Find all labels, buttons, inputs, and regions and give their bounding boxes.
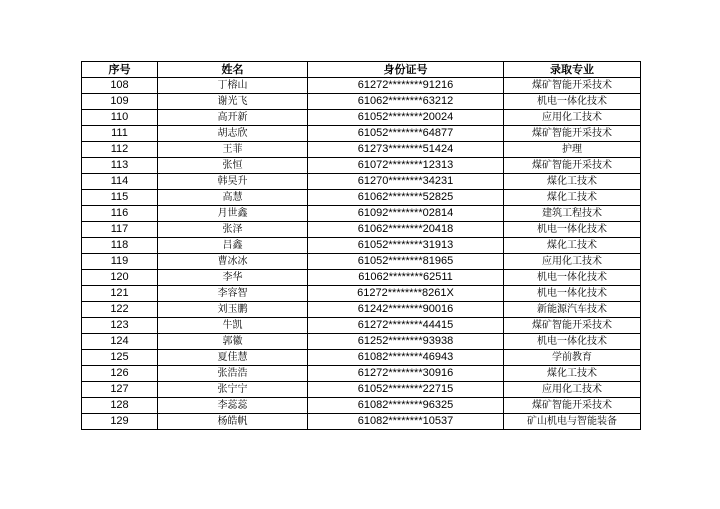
cell-id-number: 61272********30916 bbox=[308, 366, 504, 382]
cell-id-number: 61092********02814 bbox=[308, 206, 504, 222]
cell-id-number: 61082********96325 bbox=[308, 398, 504, 414]
cell-major: 矿山机电与智能装备 bbox=[504, 414, 641, 430]
header-row bbox=[82, 62, 641, 78]
table-row bbox=[82, 318, 641, 334]
cell-major: 煤矿智能开采技术 bbox=[504, 78, 641, 94]
table-row bbox=[82, 286, 641, 302]
cell-id-number: 61062********20418 bbox=[308, 222, 504, 238]
cell-seq: 111 bbox=[82, 126, 158, 142]
cell-id-number: 61062********63212 bbox=[308, 94, 504, 110]
admission-table bbox=[81, 61, 641, 430]
cell-major: 机电一体化技术 bbox=[504, 270, 641, 286]
cell-name: 曹冰冰 bbox=[158, 254, 308, 270]
table-row bbox=[82, 366, 641, 382]
cell-seq: 118 bbox=[82, 238, 158, 254]
cell-major: 建筑工程技术 bbox=[504, 206, 641, 222]
cell-major: 学前教育 bbox=[504, 350, 641, 366]
cell-name: 胡志欣 bbox=[158, 126, 308, 142]
table-row bbox=[82, 414, 641, 430]
cell-id-number: 61052********22715 bbox=[308, 382, 504, 398]
cell-seq: 114 bbox=[82, 174, 158, 190]
table-row bbox=[82, 270, 641, 286]
cell-major: 新能源汽车技术 bbox=[504, 302, 641, 318]
cell-major: 煤矿智能开采技术 bbox=[504, 126, 641, 142]
cell-major: 机电一体化技术 bbox=[504, 94, 641, 110]
table-header bbox=[82, 62, 641, 78]
cell-seq: 121 bbox=[82, 286, 158, 302]
cell-major: 应用化工技术 bbox=[504, 382, 641, 398]
cell-name: 丁榕山 bbox=[158, 78, 308, 94]
cell-seq: 123 bbox=[82, 318, 158, 334]
cell-name: 杨皓帆 bbox=[158, 414, 308, 430]
cell-seq: 122 bbox=[82, 302, 158, 318]
cell-major: 机电一体化技术 bbox=[504, 334, 641, 350]
cell-major: 煤化工技术 bbox=[504, 366, 641, 382]
cell-seq: 109 bbox=[82, 94, 158, 110]
cell-name: 李华 bbox=[158, 270, 308, 286]
cell-id-number: 61273********51424 bbox=[308, 142, 504, 158]
table-row bbox=[82, 238, 641, 254]
cell-major: 护理 bbox=[504, 142, 641, 158]
cell-name: 刘玉鹏 bbox=[158, 302, 308, 318]
cell-name: 夏佳慧 bbox=[158, 350, 308, 366]
cell-id-number: 61072********12313 bbox=[308, 158, 504, 174]
cell-id-number: 61062********62511 bbox=[308, 270, 504, 286]
cell-major: 煤矿智能开采技术 bbox=[504, 398, 641, 414]
cell-name: 月世鑫 bbox=[158, 206, 308, 222]
cell-seq: 119 bbox=[82, 254, 158, 270]
table-row bbox=[82, 126, 641, 142]
cell-seq: 125 bbox=[82, 350, 158, 366]
cell-id-number: 61052********81965 bbox=[308, 254, 504, 270]
cell-seq: 128 bbox=[82, 398, 158, 414]
cell-seq: 108 bbox=[82, 78, 158, 94]
cell-name: 韩昊升 bbox=[158, 174, 308, 190]
table-row bbox=[82, 254, 641, 270]
table-row bbox=[82, 334, 641, 350]
table-row bbox=[82, 78, 641, 94]
table-row bbox=[82, 350, 641, 366]
cell-seq: 120 bbox=[82, 270, 158, 286]
table-row bbox=[82, 174, 641, 190]
cell-id-number: 61270********34231 bbox=[308, 174, 504, 190]
cell-seq: 127 bbox=[82, 382, 158, 398]
table-row bbox=[82, 206, 641, 222]
cell-name: 张宁宁 bbox=[158, 382, 308, 398]
cell-name: 高开新 bbox=[158, 110, 308, 126]
cell-major: 煤矿智能开采技术 bbox=[504, 318, 641, 334]
cell-id-number: 61272********91216 bbox=[308, 78, 504, 94]
cell-id-number: 61272********8261X bbox=[308, 286, 504, 302]
cell-id-number: 61252********93938 bbox=[308, 334, 504, 350]
cell-seq: 112 bbox=[82, 142, 158, 158]
cell-name: 张浩浩 bbox=[158, 366, 308, 382]
cell-seq: 129 bbox=[82, 414, 158, 430]
cell-name: 郭徽 bbox=[158, 334, 308, 350]
cell-seq: 115 bbox=[82, 190, 158, 206]
cell-id-number: 61242********90016 bbox=[308, 302, 504, 318]
header-name: 姓名 bbox=[158, 62, 308, 78]
table-row bbox=[82, 382, 641, 398]
cell-major: 应用化工技术 bbox=[504, 110, 641, 126]
cell-major: 煤化工技术 bbox=[504, 190, 641, 206]
cell-seq: 126 bbox=[82, 366, 158, 382]
table-row bbox=[82, 94, 641, 110]
cell-seq: 117 bbox=[82, 222, 158, 238]
cell-name: 张泽 bbox=[158, 222, 308, 238]
cell-id-number: 61082********10537 bbox=[308, 414, 504, 430]
cell-name: 谢光飞 bbox=[158, 94, 308, 110]
cell-name: 吕鑫 bbox=[158, 238, 308, 254]
cell-major: 煤化工技术 bbox=[504, 174, 641, 190]
cell-name: 王菲 bbox=[158, 142, 308, 158]
table-row bbox=[82, 398, 641, 414]
cell-major: 应用化工技术 bbox=[504, 254, 641, 270]
cell-seq: 124 bbox=[82, 334, 158, 350]
cell-id-number: 61082********46943 bbox=[308, 350, 504, 366]
cell-seq: 116 bbox=[82, 206, 158, 222]
cell-id-number: 61052********64877 bbox=[308, 126, 504, 142]
table-row bbox=[82, 158, 641, 174]
cell-name: 张恒 bbox=[158, 158, 308, 174]
cell-name: 李蕊蕊 bbox=[158, 398, 308, 414]
cell-major: 机电一体化技术 bbox=[504, 286, 641, 302]
cell-major: 煤化工技术 bbox=[504, 238, 641, 254]
cell-seq: 113 bbox=[82, 158, 158, 174]
table-row bbox=[82, 142, 641, 158]
table-row bbox=[82, 110, 641, 126]
cell-major: 机电一体化技术 bbox=[504, 222, 641, 238]
cell-name: 牛凯 bbox=[158, 318, 308, 334]
table-row bbox=[82, 302, 641, 318]
cell-name: 高慧 bbox=[158, 190, 308, 206]
cell-name: 李容智 bbox=[158, 286, 308, 302]
header-major: 录取专业 bbox=[504, 62, 641, 78]
cell-id-number: 61052********31913 bbox=[308, 238, 504, 254]
table-body bbox=[82, 78, 641, 430]
cell-id-number: 61062********52825 bbox=[308, 190, 504, 206]
header-id-number: 身份证号 bbox=[308, 62, 504, 78]
header-seq: 序号 bbox=[82, 62, 158, 78]
table-row bbox=[82, 222, 641, 238]
cell-major: 煤矿智能开采技术 bbox=[504, 158, 641, 174]
table-row bbox=[82, 190, 641, 206]
cell-seq: 110 bbox=[82, 110, 158, 126]
cell-id-number: 61272********44415 bbox=[308, 318, 504, 334]
cell-id-number: 61052********20024 bbox=[308, 110, 504, 126]
